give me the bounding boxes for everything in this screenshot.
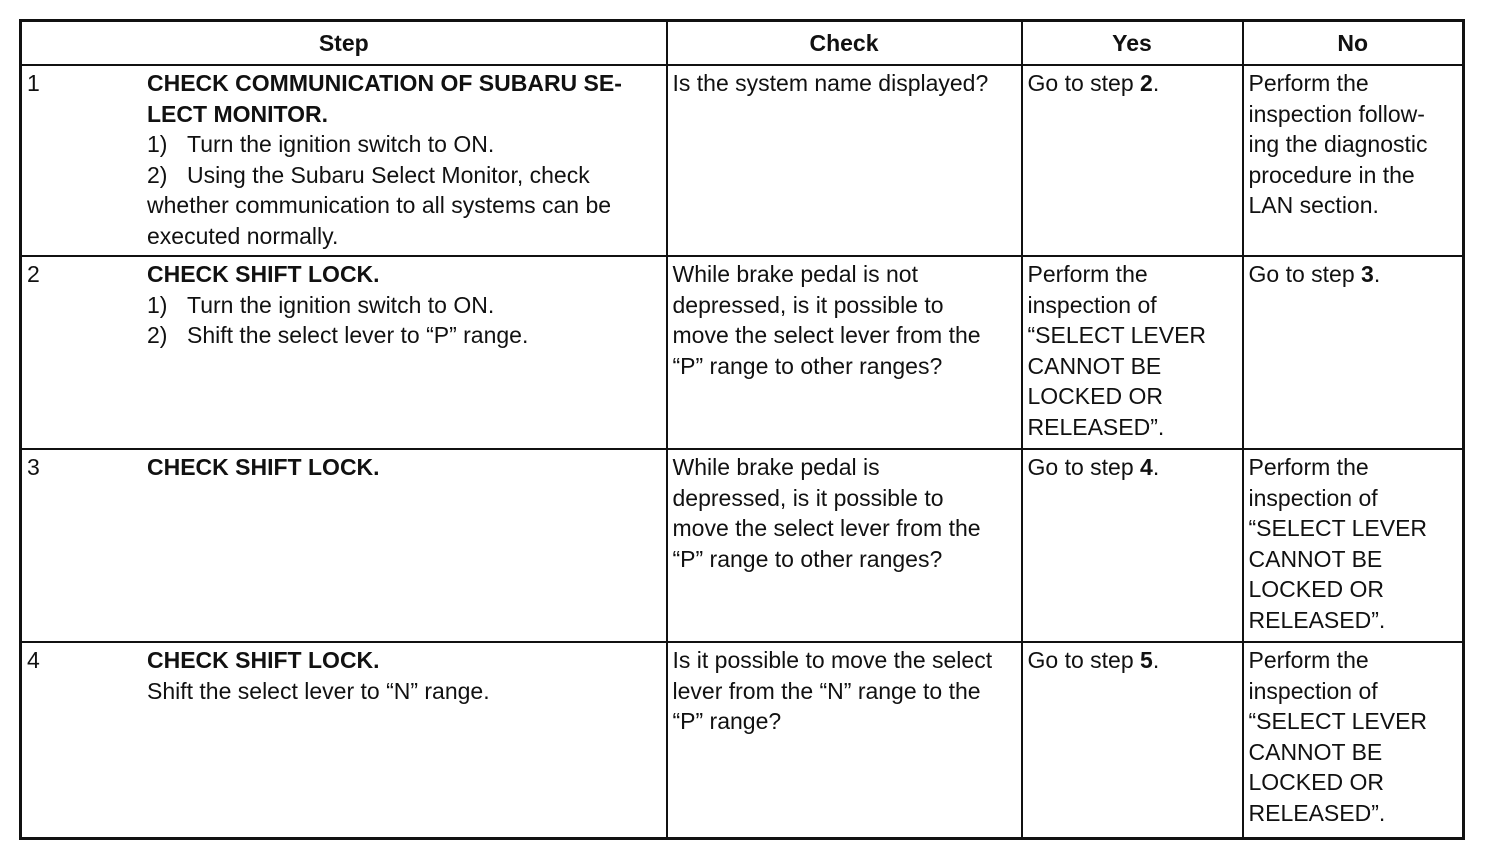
check-cell: Is the system name displayed? [667, 65, 1022, 256]
step-instruction: 1) Turn the ignition switch to ON. [147, 291, 495, 318]
diagnostic-table [19, 19, 1465, 840]
step-title: CHECK COMMUNICATION OF SUBARU SE- [147, 70, 622, 96]
step-instruction: 1) Turn the ignition switch to ON. [147, 131, 495, 157]
header-no: No [1243, 21, 1464, 66]
step-instruction: 2) Using the Subaru Select Monitor, check [147, 161, 590, 188]
table-row [21, 642, 1464, 838]
step-instruction-continued: whether communication to all systems can be [147, 192, 612, 218]
no-cell: Perform the inspection of “SELECT LEVER CANNOT BE LOCKED OR RELEASED”. [1243, 449, 1464, 642]
no-cell: Perform the inspection of “SELECT LEVER CANNOT BE LOCKED OR RELEASED”. [1243, 642, 1464, 838]
header-step: Step [21, 21, 667, 66]
step-number: 4 [27, 647, 40, 673]
header-check: Check [667, 21, 1022, 66]
check-cell: Is it possible to move the select lever from the “N” range to the “P” range? [667, 642, 1022, 838]
yes-cell: Go to step 4. [1022, 449, 1243, 642]
yes-cell: Go to step 2. [1022, 65, 1243, 256]
no-cell: Perform the inspection follow- ing the diagnostic procedure in the LAN section. [1243, 65, 1464, 256]
no-cell: Go to step 3. [1243, 256, 1464, 449]
step-number: 3 [27, 454, 40, 480]
step-cell [21, 65, 667, 256]
check-cell: While brake pedal is depressed, is it possible to move the select lever from the “P” range to other ranges? [667, 449, 1022, 642]
yes-cell: Perform the inspection of “SELECT LEVER CANNOT BE LOCKED OR RELEASED”. [1022, 256, 1243, 449]
step-title: CHECK SHIFT LOCK. [147, 647, 380, 673]
yes-cell: Go to step 5. [1022, 642, 1243, 838]
step-number: 1 [27, 70, 40, 96]
step-title: LECT MONITOR. [147, 100, 329, 127]
step-cell [21, 449, 667, 642]
header-row [21, 21, 1464, 66]
step-instruction: 2) Shift the select lever to “P” range. [147, 322, 529, 348]
header-yes: Yes [1022, 21, 1243, 66]
step-instruction-continued: executed normally. [147, 222, 339, 249]
table-row [21, 65, 1464, 256]
check-cell: While brake pedal is not depressed, is it possible to move the select lever from the “P” range to other ranges? [667, 256, 1022, 449]
step-cell [21, 642, 667, 838]
step-instruction: Shift the select lever to “N” range. [147, 677, 490, 704]
step-title: CHECK SHIFT LOCK. [147, 454, 380, 480]
step-cell [21, 256, 667, 449]
table-row [21, 449, 1464, 642]
table-row [21, 256, 1464, 449]
step-number: 2 [27, 261, 40, 287]
step-title: CHECK SHIFT LOCK. [147, 261, 380, 287]
